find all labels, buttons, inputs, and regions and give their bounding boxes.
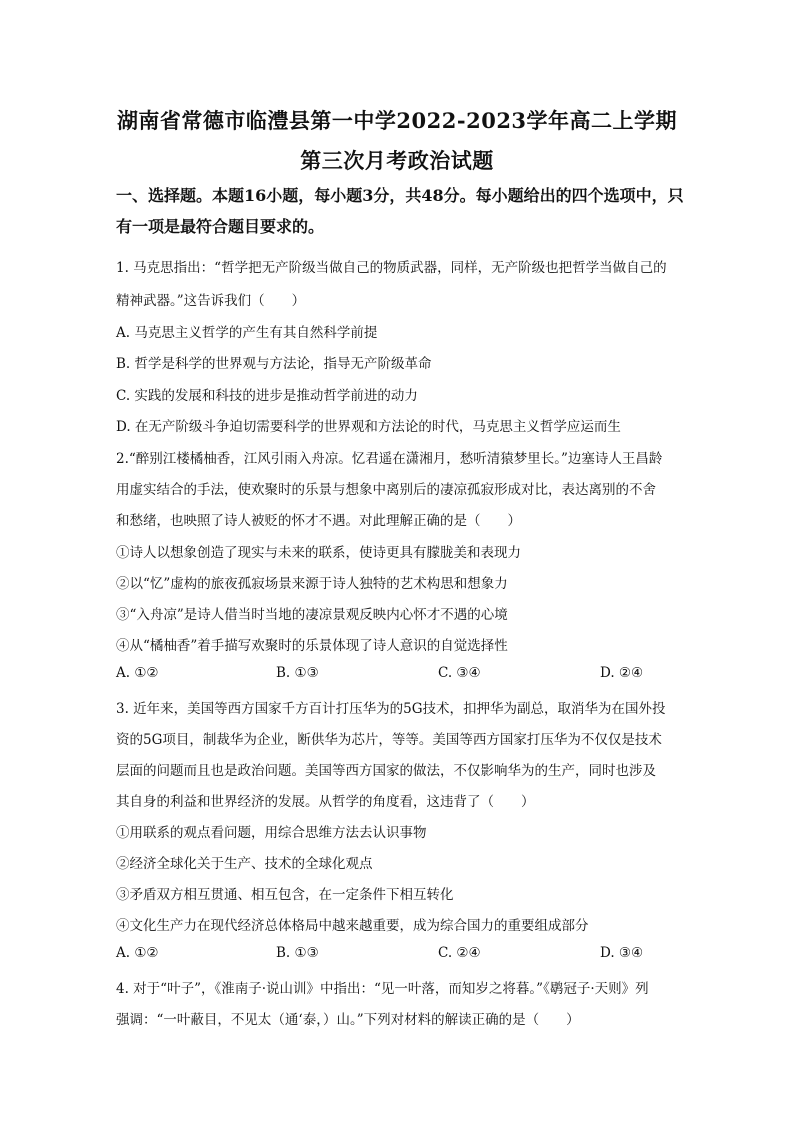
- q3-choice-b: B. ①③: [276, 945, 319, 961]
- q1-stem-line-1: 1. 马克思指出：“哲学把无产阶级当做自己的物质武器，同样，无产阶级也把哲学当做自己的: [116, 260, 667, 276]
- q2-stem-line-3: 和愁绪，也映照了诗人被贬的怀才不遇。对此理解正确的是（ ）: [116, 513, 521, 529]
- q2-choice-b: B. ①③: [276, 665, 319, 681]
- q3-stem-line-4: 其自身的利益和世界经济的发展。从哲学的角度看，这违背了（ ）: [116, 794, 535, 810]
- q1-option-b: B. 哲学是科学的世界观与方法论，指导无产阶级革命: [116, 356, 432, 372]
- section-heading: 一、选择题。本题16小题，每小题3分，共48分。每小题给出的四个选项中，只有一项是最符合题目要求的。: [116, 186, 684, 236]
- q2-choice-a: A. ①②: [116, 665, 159, 681]
- q3-choice-c: C. ②④: [438, 945, 481, 961]
- q3-choice-a: A. ①②: [116, 945, 159, 961]
- q2-choice-d: D. ②④: [600, 665, 644, 681]
- q3-stem-line-1: 3. 近年来，美国等西方国家千方百计打压华为的5G技术，扣押华为副总，取消华为在国外投: [116, 701, 666, 717]
- q2-stem-line-2: 用虚实结合的手法，使欢聚时的乐景与想象中离别后的凄凉孤寂形成对比，表达离别的不舍: [116, 482, 656, 498]
- document-subtitle: 第三次月考政治试题: [300, 148, 494, 173]
- q2-statement-2: ②以“忆”虚构的旅夜孤寂场景来源于诗人独特的艺术构思和想象力: [116, 576, 508, 592]
- q3-statement-4: ④文化生产力在现代经济总体格局中越来越重要，成为综合国力的重要组成部分: [116, 918, 589, 934]
- q1-option-c: C. 实践的发展和科技的进步是推动哲学前进的动力: [116, 388, 418, 404]
- q3-statement-1: ①用联系的观点看问题，用综合思维方法去认识事物: [116, 825, 427, 841]
- q2-statement-1: ①诗人以想象创造了现实与未来的联系，使诗更具有朦胧美和表现力: [116, 545, 521, 561]
- q4-stem-line-2: 强调：“一叶蔽目，不见太（通‘泰，）山。”下列对材料的解读正确的是（ ）: [116, 1012, 580, 1028]
- q3-stem-line-2: 资的5G项目，制裁华为企业，断供华为芯片，等等。美国等西方国家打压华为不仅仅是技术: [116, 732, 662, 748]
- q3-stem-line-3: 层面的问题而且也是政治问题。美国等西方国家的做法，不仅影响华为的生产，同时也涉及: [116, 763, 656, 779]
- q1-option-d: D. 在无产阶级斗争迫切需要科学的世界观和方法论的时代，马克思主义哲学应运而生: [116, 419, 621, 435]
- q3-choice-d: D. ③④: [600, 945, 644, 961]
- q3-statement-2: ②经济全球化关于生产、技术的全球化观点: [116, 856, 373, 872]
- q3-statement-3: ③矛盾双方相互贯通、相互包含，在一定条件下相互转化: [116, 887, 454, 903]
- q1-stem-line-2: 精神武器。”这告诉我们（ ）: [116, 293, 306, 309]
- document-title: 湖南省常德市临澧县第一中学2022-2023学年高二上学期: [116, 108, 678, 133]
- q2-stem-line-1: 2.“醉别江楼橘柚香，江风引雨入舟凉。忆君遥在潇湘月，愁听清猿梦里长。”边塞诗人王昌龄: [116, 451, 663, 467]
- q2-statement-4: ④从“橘柚香”着手描写欢聚时的乐景体现了诗人意识的自觉选择性: [116, 638, 508, 654]
- q4-stem-line-1: 4. 对于“叶子”，《淮南子·说山训》中指出：“见一叶落，而知岁之将暮。”《鹖冠子·天则》列: [116, 981, 649, 997]
- q2-choice-c: C. ③④: [438, 665, 481, 681]
- q2-statement-3: ③“入舟凉”是诗人借当时当地的凄凉景观反映内心怀才不遇的心境: [116, 607, 508, 623]
- q1-option-a: A. 马克思主义哲学的产生有其自然科学前提: [116, 325, 378, 341]
